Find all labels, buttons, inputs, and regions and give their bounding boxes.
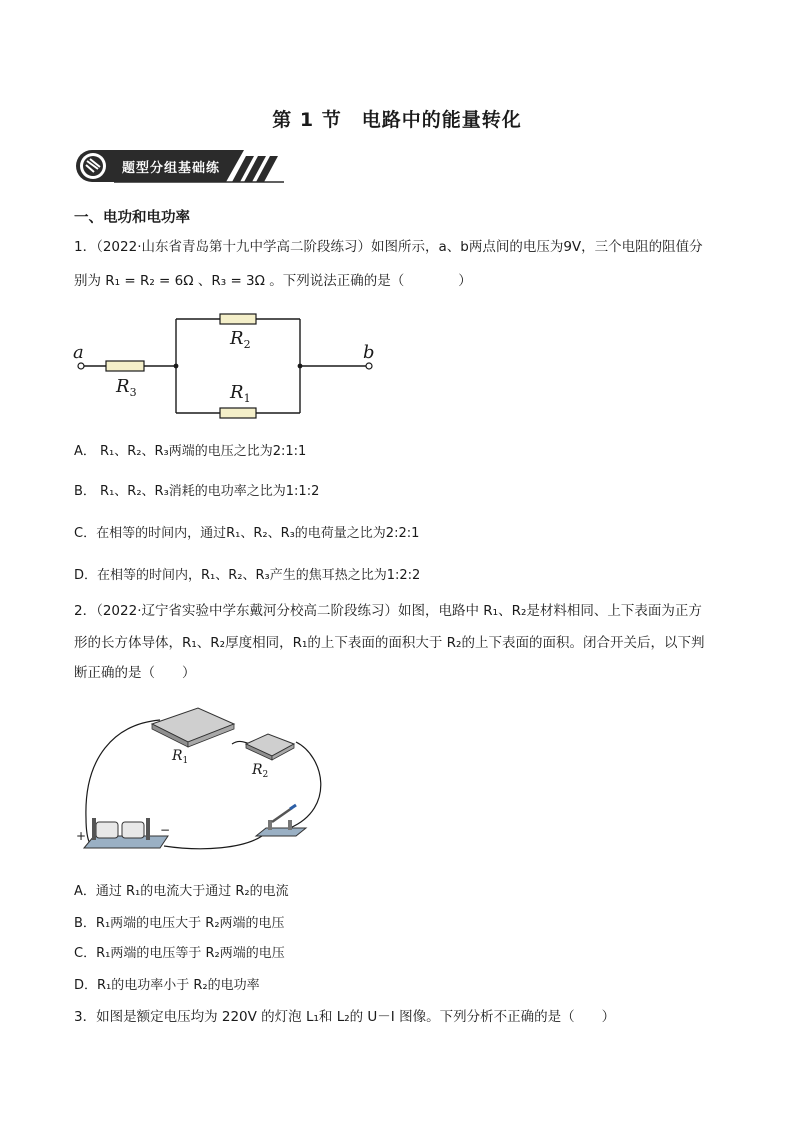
label-a: a xyxy=(73,342,84,363)
q2-option-a: A．通过 R₁的电流大于通过 R₂的电流 xyxy=(74,884,289,899)
banner-label: 题型分组基础练 xyxy=(122,161,221,176)
label-r2: $R_2$ xyxy=(230,328,251,351)
question-1-line-2: 别为 R₁ = R₂ = 6Ω 、R₃ = 3Ω 。下列说法正确的是（ ） xyxy=(74,273,472,289)
section-heading: 一、电功和电功率 xyxy=(74,210,190,226)
question-3-line-1: 3．如图是额定电压均为 220V 的灯泡 L₁和 L₂的 U－I 图像。下列分析不正确的是（ ） xyxy=(74,1009,616,1025)
q1-option-b: B． R₁、R₂、R₃消耗的电功率之比为1:1:2 xyxy=(74,484,320,499)
plate-r1 xyxy=(152,708,234,747)
question-1-line-1: 1．（2022·山东省青岛第十九中学高二阶段练习）如图所示，a、b两点间的电压为9V，三个电阻的阻值分 xyxy=(74,239,703,255)
resistor-r2 xyxy=(220,314,256,324)
q1-option-d: D．在相等的时间内，R₁、R₂、R₃产生的焦耳热之比为1:2:2 xyxy=(74,568,421,583)
question-2-line-2: 形的长方体导体，R₁、R₂厚度相同，R₁的上下表面的面积大于 R₂的上下表面的面积。闭合开关后，以下判 xyxy=(74,635,705,651)
q2-option-c: C．R₁两端的电压等于 R₂两端的电压 xyxy=(74,946,285,961)
label-minus: − xyxy=(160,823,171,837)
q2-option-d: D．R₁的电功率小于 R₂的电功率 xyxy=(74,978,260,993)
label-r1: $R_1$ xyxy=(230,382,251,405)
junction-left xyxy=(174,364,179,369)
resistor-r1 xyxy=(220,408,256,418)
plate-r2 xyxy=(246,734,294,760)
terminal-a xyxy=(78,363,84,369)
label-plus: + xyxy=(76,829,87,843)
junction-right xyxy=(298,364,303,369)
switch xyxy=(256,805,306,836)
q1-option-a: A． R₁、R₂、R₃两端的电压之比为2:1:1 xyxy=(74,444,307,459)
resistor-r3 xyxy=(106,361,144,371)
circuit-diagram-2 xyxy=(74,698,344,866)
q2-option-b: B．R₁两端的电压大于 R₂两端的电压 xyxy=(74,916,285,931)
battery-holder xyxy=(84,818,171,848)
q1-option-c: C．在相等的时间内，通过R₁、R₂、R₃的电荷量之比为2:2:1 xyxy=(74,526,420,541)
label-r3: $R_3$ xyxy=(116,376,137,399)
question-2-line-3: 断正确的是（ ） xyxy=(74,665,196,681)
label-plate-r1: $R_1$ xyxy=(172,748,189,766)
circuit-diagram-1 xyxy=(70,300,390,424)
terminal-b xyxy=(366,363,372,369)
label-plate-r2: $R_2$ xyxy=(252,762,269,780)
section-banner xyxy=(74,148,286,184)
label-b: b xyxy=(363,342,375,363)
page-title: 第 1 节 电路中的能量转化 xyxy=(272,109,522,131)
question-2-line-1: 2．（2022·辽宁省实验中学东戴河分校高二阶段练习）如图，电路中 R₁、R₂是材料相同、上下表面为正方 xyxy=(74,603,702,619)
